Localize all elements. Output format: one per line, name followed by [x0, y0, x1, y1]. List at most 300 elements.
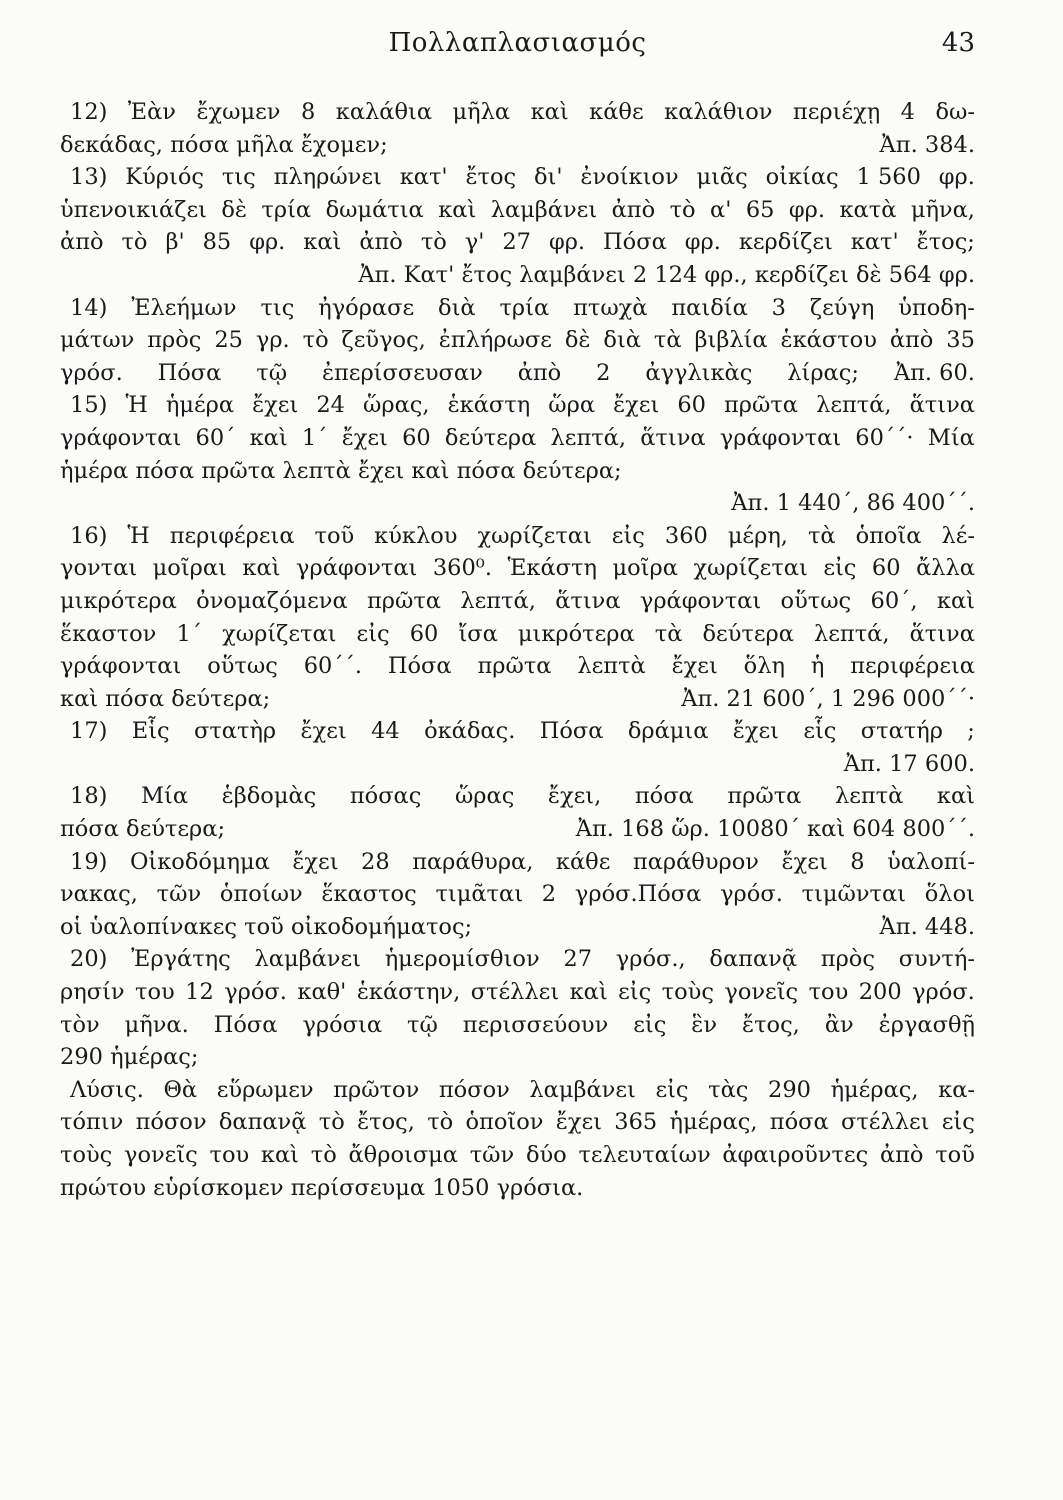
answer-text: Ἀπ. 168 ὥρ. 10080΄ καὶ 604 800΄΄. [575, 816, 975, 843]
word: γρόσια [302, 1011, 383, 1038]
word: πρῶτον [333, 1076, 420, 1103]
word: φρ. [938, 164, 975, 191]
word: 1΄ [176, 620, 203, 647]
word: ἡμερομίσθιον [384, 946, 540, 973]
text-line [60, 96, 975, 129]
word: ἔχει [613, 392, 660, 419]
word: 60 [402, 424, 431, 451]
word: Πόσα [213, 1011, 278, 1038]
word: τελευταίων [578, 1142, 711, 1168]
answer-text: Ἀπ. 448. [879, 913, 975, 940]
word: δαπανᾷ [218, 1109, 307, 1136]
word: ἔχει [300, 718, 347, 745]
word: λαμβάνει [529, 1076, 636, 1103]
word: 24 [316, 392, 345, 419]
word: τὸ [420, 229, 447, 256]
line-text: 290 ἡμέρας; [60, 1044, 199, 1071]
word: ἕκαστος [321, 881, 417, 908]
word: τὰ [654, 620, 683, 647]
word: ὥρα [548, 392, 596, 419]
word: Εἷς [131, 718, 170, 745]
word: β' [165, 229, 185, 256]
word: 60 [677, 392, 706, 419]
word: 28 [361, 848, 390, 875]
word: ἅτινα [640, 424, 706, 451]
word: γονται [60, 555, 138, 582]
word: τόπιν [60, 1109, 124, 1136]
word: εἰς [941, 1109, 975, 1136]
word: κατὰ [839, 196, 897, 223]
word: μῆνα, [910, 196, 975, 223]
word: 16) [70, 522, 108, 549]
line-text: δεκάδας, πόσα μῆλα ἔχομεν; [60, 131, 388, 158]
text-line [60, 552, 975, 585]
running-head [60, 28, 975, 68]
word: 15) [70, 392, 108, 419]
word: ἑκάστη [447, 392, 531, 419]
word: μῆλα [452, 99, 511, 125]
word: φρ. [548, 229, 586, 256]
word: κάθε [555, 848, 611, 875]
word: πόσα [634, 783, 694, 810]
text-line [60, 324, 975, 357]
word: ἔχωμεν [196, 99, 281, 125]
word: κατ' [850, 229, 899, 256]
word: γράφονται [60, 424, 182, 451]
word: ἀφαιροῦντες [722, 1142, 869, 1168]
word: ἀπὸ [611, 196, 656, 223]
word: ἔχει [732, 718, 779, 745]
word: 13) [70, 164, 108, 191]
word: ἡμέρας, [669, 1109, 758, 1136]
word: 4 [900, 99, 915, 125]
word: τιμᾶται [435, 881, 524, 908]
word: 44 [371, 718, 400, 745]
text-line [60, 1074, 975, 1107]
word: τῷ [256, 359, 288, 386]
word: στατήρ [860, 718, 943, 745]
word: μέρη, [727, 522, 788, 549]
text-line [60, 520, 975, 553]
word: τοῦ [314, 522, 355, 549]
word: εἰς [655, 1076, 689, 1103]
word: Ἐὰν [127, 99, 176, 125]
answer-text: Ἀπ. 21 600΄, 1 296 000΄΄· [681, 685, 975, 712]
word: ἀπὸ [359, 229, 403, 256]
word: γρόσ. [720, 881, 783, 908]
word: ἔτος; [916, 229, 975, 256]
word: μάτων [60, 327, 135, 354]
word: ἐπλήρωσε [438, 327, 552, 354]
word: ἔχει [555, 1109, 602, 1136]
word: λεπτὰ [834, 783, 904, 810]
word: κερδίζει [738, 229, 833, 256]
word: ἡμέρας, [830, 1076, 919, 1103]
word: ἔχει [252, 392, 299, 419]
line-text: ἡμέρα πόσα πρῶτα λεπτὰ ἔχει καὶ πόσα δεύτερα; [60, 457, 622, 484]
word: ἑβδομὰς [221, 783, 317, 810]
word: γρόσ. [224, 979, 287, 1006]
word: λεπτὰ [577, 653, 646, 680]
word: τὰς [708, 1076, 749, 1103]
word: ἀγγλικὰς [645, 359, 753, 386]
word: του [135, 979, 175, 1006]
word: χωρίζεται [693, 555, 808, 582]
word: 8 [850, 848, 865, 875]
word: ἐργασθῇ [878, 1011, 975, 1038]
word: καὶ [530, 99, 569, 125]
page-body [60, 96, 975, 1204]
word: ; [967, 718, 975, 745]
word: Ἐλεήμων [131, 294, 237, 321]
text-line [60, 357, 975, 390]
word: 360 [664, 522, 708, 549]
word: ὑπενοικιάζει [60, 196, 207, 223]
word: καὶ [936, 783, 975, 810]
word: ἡμέρα [165, 392, 235, 419]
word: Οἰκοδόμημα [129, 848, 270, 875]
text-line [60, 846, 975, 879]
text-line [60, 259, 975, 292]
word: 27 [502, 229, 531, 256]
word: 1 560 [856, 164, 921, 191]
text-line [60, 650, 975, 683]
word: δω- [935, 99, 975, 125]
word: δεύτερα [702, 620, 794, 647]
word: μικρότερα [517, 620, 635, 647]
word: 360⁰. [432, 555, 492, 582]
word: βιβλία [694, 327, 768, 354]
word: καλάθιον [664, 99, 773, 125]
word: διὰ [438, 294, 476, 321]
word: Ἑκάστη [507, 555, 597, 582]
word: ἡ [810, 653, 825, 680]
word: γράφονται [639, 587, 762, 614]
word: καὶ [303, 229, 342, 256]
word: ρησίν [60, 979, 125, 1006]
word: ἀπὸ [517, 359, 562, 386]
word: ὁποῖα [855, 522, 922, 549]
word: 8 [300, 99, 316, 125]
word: περιφέρεια [169, 522, 295, 549]
word: ἓν [691, 1011, 718, 1038]
word: Ἡ [127, 522, 150, 549]
word: 25 [214, 327, 243, 354]
word: γρόσ.Πόσα [574, 881, 702, 908]
word: καὶ [249, 424, 288, 451]
word: ἑκάστην, [356, 979, 461, 1006]
word: τοῦ [935, 1142, 975, 1168]
running-head-title: Πολλαπλασιασμός [388, 28, 647, 58]
text-line [60, 292, 975, 325]
word: ἐνοίκιον [580, 164, 679, 191]
text-line [60, 422, 975, 455]
word: στέλλει [840, 1109, 930, 1136]
line-text: οἱ ὑαλοπίνακες τοῦ οἰκοδομήματος; [60, 913, 473, 940]
word: Πόσα [157, 359, 222, 386]
word: πτωχὰ [573, 294, 648, 321]
word: ἔτος, [357, 1109, 415, 1136]
text-line [60, 683, 975, 716]
word: ἑκάστου [780, 327, 877, 354]
word: ὁποῖον [465, 1109, 544, 1136]
word: ἴσα [458, 620, 498, 647]
word: τοὺς [661, 979, 714, 1006]
word: καὶ [242, 555, 281, 582]
word: νακας, [60, 881, 138, 908]
word: κύκλου [374, 522, 458, 549]
answer-text: Ἀπ. 17 600. [843, 750, 975, 777]
word: 60 [409, 620, 439, 647]
word: τις [221, 164, 256, 191]
word: λίρας; [787, 359, 859, 386]
text-line [60, 618, 975, 651]
word: τὸ [302, 327, 329, 354]
word: κα- [938, 1076, 975, 1103]
word: πόσον [438, 1076, 510, 1103]
word: τὸν [60, 1011, 100, 1038]
word: εὕρωμεν [216, 1076, 314, 1103]
word: λαμβάνει [490, 196, 598, 223]
word: ζεύγη [809, 294, 875, 321]
word: ὀκάδας. [424, 718, 516, 745]
word: ὅλοι [924, 881, 975, 908]
word: ἔχει [781, 848, 828, 875]
word: 290 [768, 1076, 811, 1103]
word: τὸ [310, 1142, 337, 1168]
word: ἀπὸ [60, 229, 104, 256]
word: τοὺς [60, 1142, 113, 1168]
word: πρῶτα [724, 392, 799, 419]
word: χωρίζεται [477, 522, 592, 549]
word: τῶν [156, 881, 202, 908]
word: 18) [70, 783, 108, 810]
text-line [60, 976, 975, 1009]
word: καθ' [297, 979, 347, 1006]
word: του [808, 979, 849, 1006]
word: μῆνα. [124, 1011, 189, 1038]
word: πρῶτα [366, 587, 441, 614]
text-line [60, 389, 975, 422]
word: ἂν [824, 1011, 854, 1038]
word: 12 [185, 979, 214, 1006]
word: ἔχει [671, 653, 718, 680]
word: μοῖραι [152, 555, 227, 582]
word: τρία [261, 196, 312, 223]
text-line [60, 1041, 975, 1074]
word: γράφονται [296, 555, 418, 582]
line-text: καὶ πόσα δεύτερα; [60, 685, 271, 712]
word: εἰς [633, 1011, 667, 1038]
word: εἷς [803, 718, 837, 745]
word: πληρώνει [273, 164, 382, 191]
word: λαμβάνει [254, 946, 361, 973]
word: τρία [499, 294, 550, 321]
word: ὁποίων [219, 881, 303, 908]
word: ἔτος, [742, 1011, 800, 1038]
line-text: πρώτου εὑρίσκομεν περίσσευμα 1050 γρόσια. [60, 1174, 584, 1201]
word: ἄλλα [916, 555, 975, 582]
word: τῶν [469, 1142, 515, 1168]
word: 27 [563, 946, 593, 973]
word: εἰς [356, 620, 390, 647]
word: καὶ [936, 587, 975, 614]
word: ζεῦγος, [341, 327, 426, 354]
word: παιδία [671, 294, 748, 321]
text-line [60, 1106, 975, 1139]
word: 14) [70, 294, 108, 321]
word: πρὸς [820, 946, 875, 973]
word: Λύσις. [70, 1076, 144, 1103]
word: τῷ [407, 1011, 438, 1038]
word: του [209, 1142, 250, 1168]
word: Θὰ [163, 1076, 198, 1103]
text-line [60, 943, 975, 976]
text-line [60, 129, 975, 162]
text-line [60, 1139, 975, 1172]
text-line [60, 780, 975, 813]
word: 17) [70, 718, 108, 745]
word: τὸ [427, 1109, 454, 1136]
word: γ' [464, 229, 485, 256]
word: πόσον [135, 1109, 207, 1136]
word: 20) [70, 946, 108, 973]
word: Κύριός [125, 164, 204, 191]
word: 65 [745, 196, 775, 223]
word: γράφονται [60, 653, 182, 680]
word: πόσας [349, 783, 422, 810]
word: καὶ [438, 196, 477, 223]
word: 1΄ [301, 424, 328, 451]
word: παράθυρον [632, 848, 759, 875]
word: κατ' [399, 164, 448, 191]
word: Μία [141, 783, 189, 810]
word: Πόσα [539, 718, 604, 745]
word: τὸ [669, 196, 696, 223]
text-line [60, 748, 975, 781]
word: καὶ [260, 1142, 300, 1168]
word: Μία [927, 424, 975, 451]
word: γρόσ. [60, 359, 123, 386]
word: λεπτά, [460, 587, 536, 614]
word: πρῶτα [477, 653, 552, 680]
text-line [60, 911, 975, 944]
word: μικρότερα [60, 587, 177, 614]
text-line [60, 194, 975, 227]
word: πόσα [769, 1109, 829, 1136]
answer-text: Ἀπ. 384. [879, 131, 975, 158]
word: ἅτινα [909, 392, 975, 419]
word: 60΄ [195, 424, 236, 451]
word: περιέχῃ [792, 99, 881, 125]
word: 12) [70, 99, 108, 125]
word: δι' [533, 164, 563, 191]
word: τιμῶνται [801, 881, 906, 908]
word: πρὸς [147, 327, 202, 354]
word: λεπτά, [814, 620, 890, 647]
word: δὲ [564, 327, 591, 354]
word: γονεῖς [724, 979, 799, 1006]
word: 3 [771, 294, 786, 321]
word: δύο [525, 1142, 567, 1168]
word: περιφέρεια [850, 653, 975, 680]
text-line [60, 1172, 975, 1205]
word: ὥρας, [363, 392, 430, 419]
word: λέ- [941, 522, 975, 549]
word: εἰς [618, 979, 652, 1006]
word: ἔτος [465, 164, 517, 191]
word: 200 [858, 979, 902, 1006]
word: τὸ [121, 229, 148, 256]
answer-text: Ἀπ. 1 440΄, 86 400΄΄. [731, 490, 975, 517]
answer-text: Ἀπ. Κατ' ἔτος λαμβάνει 2 124 φρ., κερδίζει δὲ 564 φρ. [358, 261, 975, 288]
word: ὑποδη- [898, 294, 975, 321]
word: πρῶτα [727, 783, 802, 810]
line-text: πόσα δεύτερα; [60, 816, 226, 843]
word: ὅλη [743, 653, 785, 680]
word: Ἡ [125, 392, 148, 419]
page-number: 43 [941, 28, 975, 58]
word: ἕκαστον [60, 620, 157, 647]
word: παράθυρα, [412, 848, 534, 875]
word: καλάθια [335, 99, 433, 125]
word: 2 [596, 359, 611, 386]
word: ἔχει [292, 848, 339, 875]
word: ὑαλοπί- [887, 848, 975, 875]
word: ἀπὸ [879, 1142, 924, 1168]
word: δράμια [627, 718, 709, 745]
word: γρόσ. [912, 979, 975, 1006]
word: λεπτά, [550, 424, 627, 451]
text-line [60, 1009, 975, 1042]
word: μιᾶς [696, 164, 748, 191]
word: ἅτινα [555, 587, 621, 614]
word: στατὴρ [194, 718, 277, 745]
word: ἐπερίσσευσαν [321, 359, 483, 386]
word: τις [260, 294, 295, 321]
word: τὰ [807, 522, 836, 549]
word: 60΄΄. [303, 653, 362, 680]
word: Ἐργάτης [131, 946, 231, 973]
text-line [60, 813, 975, 846]
word: 85 [202, 229, 232, 256]
word: μοῖρα [612, 555, 678, 582]
word: στέλλει [470, 979, 560, 1006]
word: ὥρας [454, 783, 515, 810]
word: Ἀπ. 60. [893, 359, 975, 386]
word: συντή- [898, 946, 975, 973]
word: φρ. [249, 229, 286, 256]
word: λεπτά, [816, 392, 892, 419]
word: εἰς [823, 555, 857, 582]
word: δαπανᾷ [709, 946, 798, 973]
word: περισσεύουν [462, 1011, 609, 1038]
word: 35 [946, 327, 975, 354]
word: ἔχει [341, 424, 388, 451]
text-line [60, 487, 975, 520]
word: δὲ [221, 196, 247, 223]
word: 60΄, [870, 587, 918, 614]
word: γρόσ., [615, 946, 686, 973]
word: ἅτινα [909, 620, 975, 647]
word: οἰκίας [765, 164, 839, 191]
word: ἠγόρασε [318, 294, 415, 321]
text-line [60, 878, 975, 911]
word: διὰ [603, 327, 641, 354]
word: γρ. [255, 327, 290, 354]
word: ἀπὸ [889, 327, 934, 354]
text-line [60, 715, 975, 748]
